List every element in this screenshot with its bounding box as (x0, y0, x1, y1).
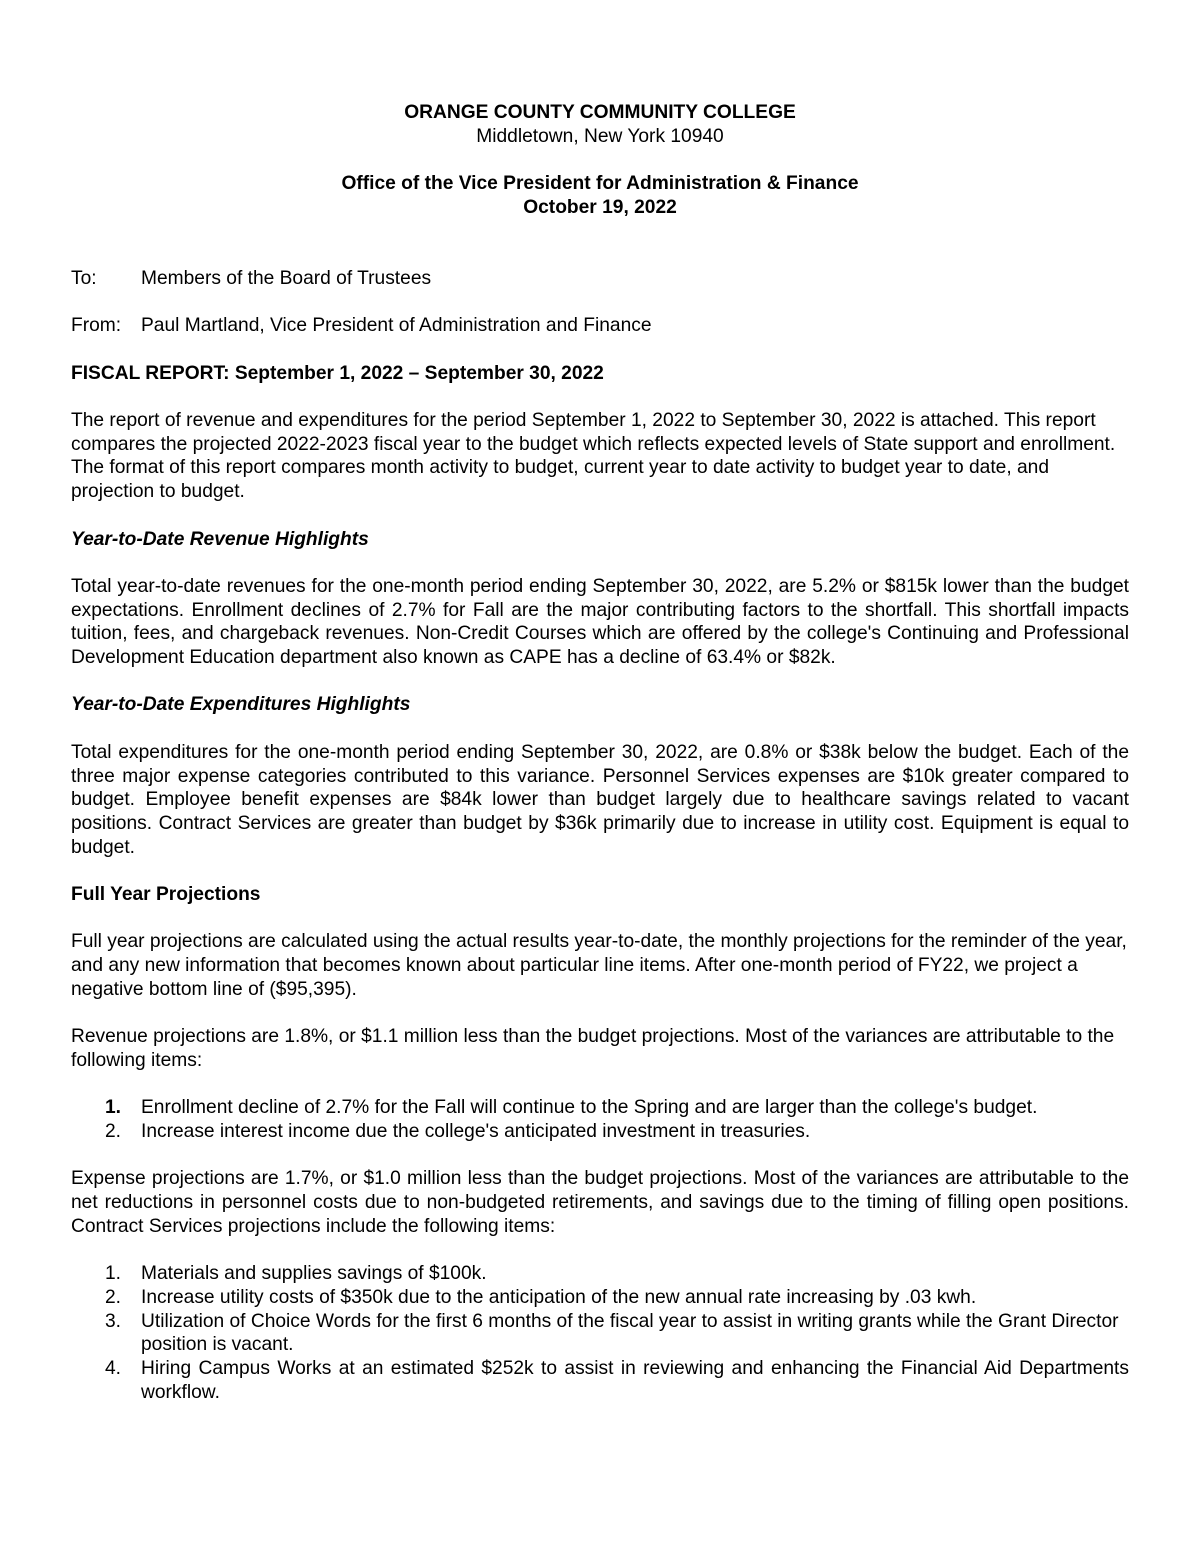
memo-from-value: Paul Martland, Vice President of Administration and Finance (141, 315, 652, 337)
list-text: Utilization of Choice Words for the first 6 months of the fiscal year to assist in writing grants while the Grant Director position is vacant. (141, 1310, 1119, 1356)
list-text: Materials and supplies savings of $100k. (141, 1263, 487, 1285)
list-item (71, 1120, 1129, 1144)
expense-projection-list (71, 1262, 1129, 1404)
expense-projections-paragraph: Expense projections are 1.7%, or $1.0 million less than the budget projections. Most of the variances are attributable to the net reductions in personnel costs due to non-budgeted retirements, and savings due to the timing of filling open positions. Contract Services projections include the following items: (71, 1168, 1129, 1237)
memo-to-value: Members of the Board of Trustees (141, 267, 432, 289)
projections-heading: Full Year Projections (71, 884, 261, 906)
list-item (71, 1262, 1129, 1286)
list-text: Hiring Campus Works at an estimated $252k to assist in reviewing and enhancing the Financial Aid Departments workflow. (141, 1358, 1129, 1403)
list-number: 3. (105, 1310, 122, 1332)
list-number: 2. (105, 1286, 122, 1308)
revenue-projection-list (71, 1096, 1129, 1143)
list-number: 1. (105, 1263, 122, 1285)
office-name: Office of the Vice President for Administration & Finance (341, 173, 859, 195)
memo-date: October 19, 2022 (523, 196, 677, 218)
expenditure-heading: Year-to-Date Expenditures Highlights (71, 694, 411, 716)
revenue-paragraph: Total year-to-date revenues for the one-month period ending September 30, 2022, are 5.2% or $815k lower than the budget expectations. Enrollment declines of 2.7% for Fall are the major contributing factors to the shortfall. This shortfall impacts tuition, fees, and chargeback revenues. Non-Credit Courses which are offered by the college's Continuing and Professional Development Education department also known as CAPE has a decline of 63.4% or $82k. (71, 575, 1129, 669)
institution-name: ORANGE COUNTY COMMUNITY COLLEGE (404, 102, 796, 123)
list-item (71, 1096, 1129, 1120)
list-number: 1. (105, 1097, 122, 1119)
report-title: FISCAL REPORT: September 1, 2022 – September 30, 2022 (71, 362, 604, 384)
list-number: 4. (105, 1358, 122, 1380)
list-text: Increase interest income due the college's anticipated investment in treasuries. (141, 1121, 811, 1143)
revenue-projections-paragraph: Revenue projections are 1.8%, or $1.1 million less than the budget projections. Most of the variances are attributable to the following items: (71, 1026, 1115, 1071)
spacer (71, 148, 1129, 172)
projections-paragraph: Full year projections are calculated using the actual results year-to-date, the monthly projections for the reminder of the year, and any new information that becomes known about particular line items. After one-month period of FY22, we project a negative bottom line of ($95,395). (71, 931, 1127, 1000)
list-item (71, 1286, 1129, 1310)
memo-from-label: From: (71, 315, 122, 337)
memo-to-label: To: (71, 267, 97, 289)
list-number: 2. (105, 1121, 122, 1143)
letterhead (71, 101, 1129, 220)
list-item (71, 1357, 1129, 1404)
intro-paragraph: The report of revenue and expenditures for the period September 1, 2022 to September 30, 2022 is attached. This report compares the projected 2022-2023 fiscal year to the budget which reflects expected levels of State support and enrollment. The format of this report compares month activity to budget, current year to date activity to budget year to date, and projection to budget. (71, 410, 1116, 503)
list-item (71, 1310, 1129, 1357)
list-text: Enrollment decline of 2.7% for the Fall will continue to the Spring and are larger than the college's budget. (141, 1097, 1038, 1119)
revenue-heading: Year-to-Date Revenue Highlights (71, 528, 369, 550)
institution-address: Middletown, New York 10940 (476, 125, 724, 147)
memo-to-row (71, 267, 1129, 291)
expenditure-paragraph: Total expenditures for the one-month period ending September 30, 2022, are 0.8% or $38k below the budget. Each of the three major expense categories contributed to this variance. Personnel Services expenses are $10k greater compared to budget. Employee benefit expenses are $84k lower than budget largely due to healthcare savings related to vacant positions. Contract Services are greater than budget by $36k primarily due to increase in utility cost. Equipment is equal to budget. (71, 741, 1129, 858)
memo-from-row (71, 314, 1129, 338)
list-text: Increase utility costs of $350k due to the anticipation of the new annual rate increasing by .03 kwh. (141, 1286, 977, 1308)
